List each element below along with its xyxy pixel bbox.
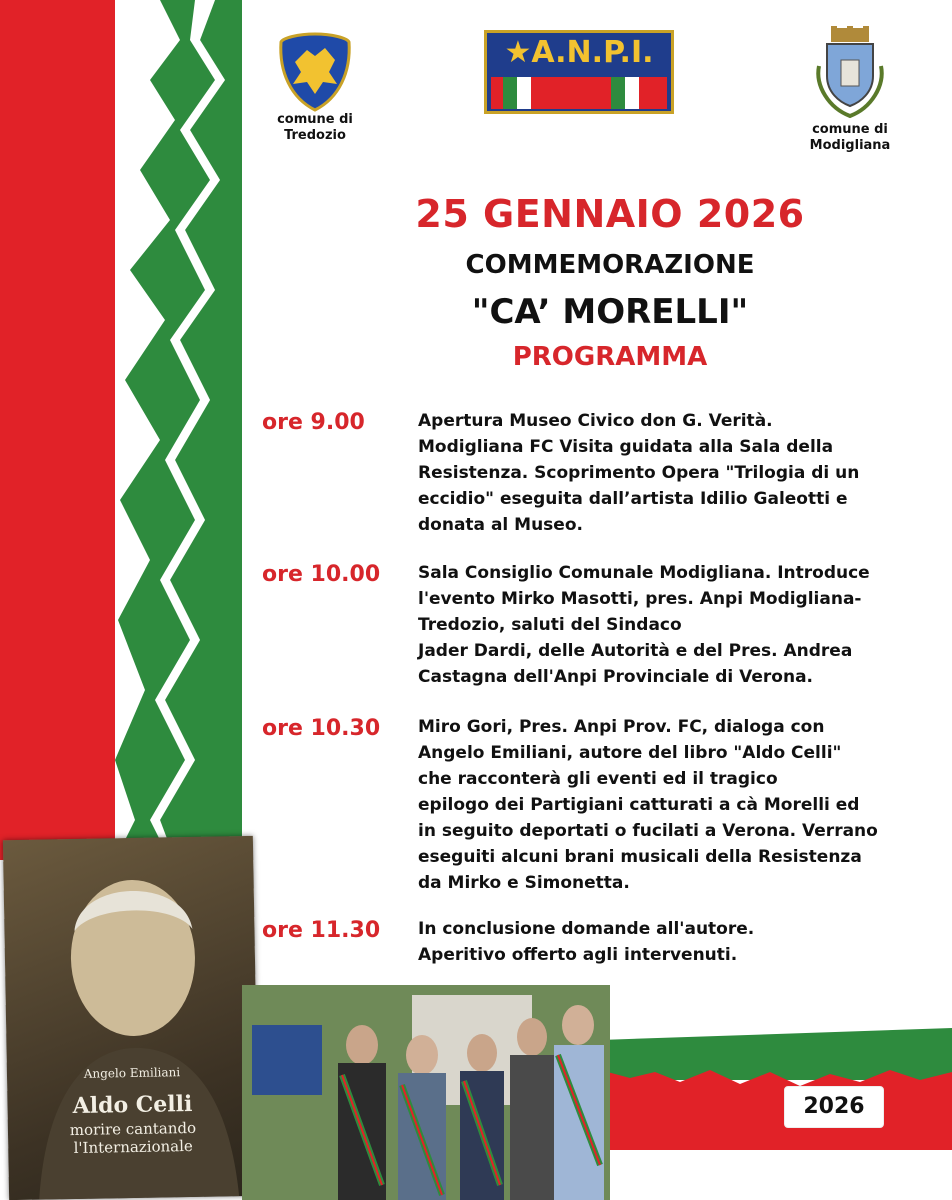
anpi-logo: [484, 30, 674, 114]
schedule-2-line: Tredozio, saluti del Sindaco: [418, 615, 682, 635]
schedule-2-line: Jader Dardi, delle Autorità e del Pres. Andrea: [418, 641, 853, 661]
schedule-3-line: eseguiti alcuni brani musicali della Resistenza: [418, 847, 862, 867]
schedule-4-line: Aperitivo offerto agli intervenuti.: [418, 945, 738, 965]
tricolor-flag-bottom: [560, 1020, 952, 1200]
schedule-description-2: [418, 560, 938, 690]
anpi-tricolor-stripes: [491, 77, 667, 109]
schedule-1-line: Resistenza. Scoprimento Opera "Trilogia di un: [418, 463, 860, 483]
star-icon: ★: [504, 35, 532, 70]
modigliana-caption-line-2: Modigliana: [809, 138, 891, 153]
book-author: Angelo Emiliani: [83, 1065, 181, 1081]
tricolor-flag-left: [0, 0, 260, 860]
schedule-1-line: donata al Museo.: [418, 515, 583, 535]
group-photo-illustration: [242, 985, 610, 1200]
group-photo: [242, 985, 610, 1200]
book-title: Aldo Celli: [72, 1090, 193, 1120]
modigliana-logo: [800, 26, 900, 154]
schedule-3-line: da Mirko e Simonetta.: [418, 873, 630, 893]
modigliana-coat-of-arms-icon: [811, 26, 889, 122]
schedule-2-line: l'evento Mirko Masotti, pres. Anpi Modigliana-: [418, 589, 862, 609]
book-cover-image: [3, 836, 259, 1200]
schedule-time-4: ore 11.30: [262, 918, 381, 943]
schedule-1-line: Apertura Museo Civico don G. Verità.: [418, 411, 773, 431]
schedule-description-1: [418, 408, 938, 538]
schedule-1-line: Modigliana FC Visita guidata alla Sala della: [418, 437, 834, 457]
schedule-3-line: Miro Gori, Pres. Anpi Prov. FC, dialoga con: [418, 717, 825, 737]
schedule-1-line: eccidio" eseguita dall’artista Idilio Galeotti e: [418, 489, 848, 509]
event-date: 25 GENNAIO 2026: [415, 192, 805, 236]
program-heading: PROGRAMMA: [512, 342, 708, 372]
tredozio-caption-line-2: Tredozio: [284, 128, 346, 143]
schedule-3-line: in seguito deportati o fucilati a Verona. Verrano: [418, 821, 878, 841]
schedule-time-1: ore 9.00: [262, 410, 365, 435]
schedule-3-line: epilogo dei Partigiani catturati a cà Morelli ed: [418, 795, 860, 815]
schedule-3-line: Angelo Emiliani, autore del libro "Aldo Celli": [418, 743, 842, 763]
schedule-time-2: ore 10.00: [262, 562, 381, 587]
modigliana-caption-line-1: comune di: [812, 122, 888, 137]
book-subtitle-line-2: l'Internazionale: [73, 1136, 193, 1158]
tredozio-coat-of-arms-icon: [277, 32, 353, 112]
tredozio-caption-line-1: comune di: [277, 112, 353, 127]
schedule-description-3: [418, 714, 938, 896]
event-title: "CA’ MORELLI": [471, 292, 749, 332]
schedule-2-line: Castagna dell'Anpi Provinciale di Verona.: [418, 667, 814, 687]
schedule-4-line: In conclusione domande all'autore.: [418, 919, 755, 939]
anpi-logo-text: A.N.P.I.: [531, 35, 654, 70]
year-badge: 2026: [784, 1086, 884, 1128]
book-subtitle-line-1: morire cantando: [69, 1118, 197, 1140]
event-subtitle: COMMEMORAZIONE: [465, 250, 755, 280]
schedule-time-3: ore 10.30: [262, 716, 381, 741]
schedule-2-line: Sala Consiglio Comunale Modigliana. Introduce: [418, 563, 870, 583]
schedule-3-line: che racconterà gli eventi ed il tragico: [418, 769, 778, 789]
schedule-description-4: [418, 916, 938, 968]
tredozio-logo: [272, 32, 358, 144]
